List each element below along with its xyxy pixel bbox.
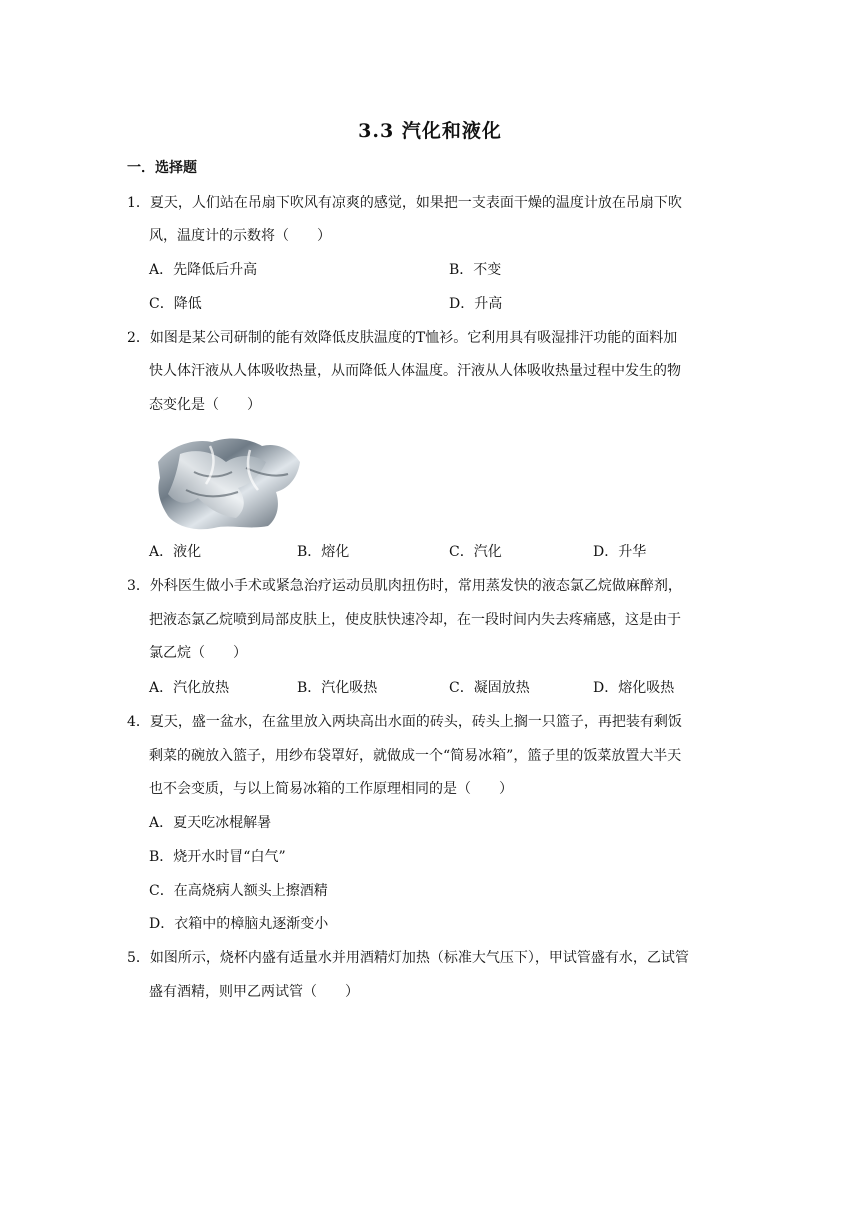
question-4-line-2: 剩菜的碗放入篮子，用纱布袋罩好，就做成一个“简易冰箱”，篮子里的饭菜放置大半天	[149, 748, 682, 764]
question-4-line-3: 也不会变质，与以上简易冰箱的工作原理相同的是（ ）	[149, 781, 513, 797]
page-title: 3.3 汽化和液化	[358, 120, 502, 142]
question-4-line-1: 4．夏天，盛一盆水，在盆里放入两块高出水面的砖头，砖头上搁一只篮子，再把装有剩饭	[127, 714, 682, 730]
question-4-option-c[interactable]: C．在高烧病人额头上擦酒精	[149, 883, 328, 899]
question-2-option-c[interactable]: C．汽化	[449, 544, 502, 560]
question-4-option-b[interactable]: B．烧开水时冒“白气”	[149, 849, 286, 865]
section-heading: 一．选择题	[127, 160, 197, 176]
question-3-option-a[interactable]: A．汽化放热	[149, 680, 230, 696]
question-2-option-a[interactable]: A．液化	[149, 544, 202, 560]
question-3-option-d[interactable]: D．熔化吸热	[593, 680, 675, 696]
question-5-line-1: 5．如图所示，烧杯内盛有适量水并用酒精灯加热（标准大气压下），甲试管盛有水，乙试管	[127, 950, 689, 966]
question-5-line-2: 盛有酒精，则甲乙两试管（ ）	[149, 984, 359, 1000]
question-1-option-a[interactable]: A．先降低后升高	[149, 262, 258, 278]
question-2-line-1: 2．如图是某公司研制的能有效降低皮肤温度的T恤衫。它利用具有吸湿排汗功能的面料加	[127, 330, 678, 346]
question-3-option-c[interactable]: C．凝固放热	[449, 680, 530, 696]
question-2-option-b[interactable]: B．熔化	[297, 544, 350, 560]
question-1-option-c[interactable]: C．降低	[149, 296, 202, 312]
question-3-option-b[interactable]: B．汽化吸热	[297, 680, 378, 696]
question-4-option-a[interactable]: A．夏天吃冰棍解暑	[149, 815, 272, 831]
question-1-line-1: 1．夏天，人们站在吊扇下吹风有凉爽的感觉，如果把一支表面干燥的温度计放在吊扇下吹	[127, 195, 682, 211]
tshirt-image	[150, 432, 306, 532]
question-2-option-d[interactable]: D．升华	[593, 544, 647, 560]
question-4-option-d[interactable]: D．衣箱中的樟脑丸逐渐变小	[149, 916, 329, 932]
question-3-line-3: 氯乙烷（ ）	[149, 645, 247, 661]
question-2-line-2: 快人体汗液从人体吸收热量，从而降低人体温度。汗液从人体吸收热量过程中发生的物	[149, 363, 681, 379]
question-2-line-3: 态变化是（ ）	[149, 397, 261, 413]
question-3-line-2: 把液态氯乙烷喷到局部皮肤上，使皮肤快速冷却，在一段时间内失去疼痛感，这是由于	[149, 612, 681, 628]
question-1-option-d[interactable]: D．升高	[449, 296, 503, 312]
question-3-line-1: 3．外科医生做小手术或紧急治疗运动员肌肉扭伤时，常用蒸发快的液态氯乙烷做麻醉剂，	[127, 578, 682, 594]
question-1-option-b[interactable]: B．不变	[449, 262, 502, 278]
question-1-line-2: 风，温度计的示数将（ ）	[149, 228, 331, 244]
